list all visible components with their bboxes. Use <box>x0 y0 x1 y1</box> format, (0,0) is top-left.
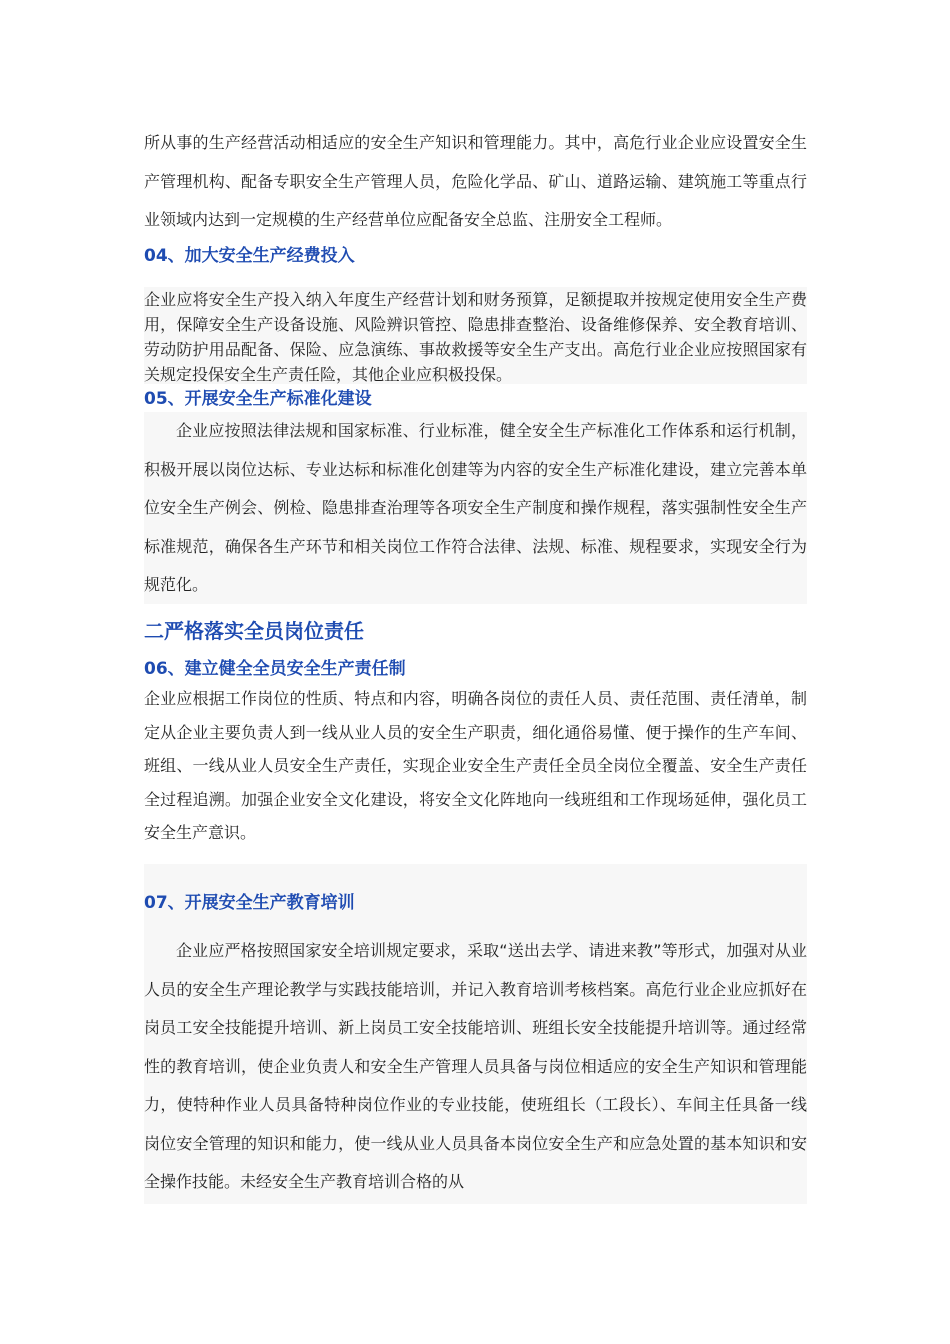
heading-07: 07、开展安全生产教育培训 <box>144 893 355 913</box>
document-page <box>144 120 807 1204</box>
body-text: 企业应严格按照国家安全培训规定要求，采取“送出去学、请进来教”等形式，加强对从业人员的安全生产理论教学与实践技能培训，并记入教育培训考核档案。高危行业企业应抓好在岗员工安全技能提升培训、新上岗员工安全技能培训、班组长安全技能提升培训等。通过经常性的教育培训，使企业负责人和安全生产管理人员具备与岗位相适应的安全生产知识和管理能力，使特种作业人员具备特种岗位作业的专业技能，使班组长（工段长）、车间主任具备一线岗位安全管理的知识和能力，使一线从业人员具备本岗位安全生产和应急处置的基本知识和安全操作技能。未经安全生产教育培训合格的从 <box>144 941 807 1191</box>
section-title: 二严格落实全员岗位责任 <box>144 619 364 643</box>
body-text: 企业应根据工作岗位的性质、特点和内容，明确各岗位的责任人员、责任范围、责任清单，制定从企业主要负责人到一线从业人员的安全生产职责，细化通俗易懂、便于操作的生产车间、班组、一线从业人员安全生产责任，实现企业安全生产责任全员全岗位全覆盖、安全生产责任全过程追溯。加强企业安全文化建设，将安全文化阵地向一线班组和工作现场延伸，强化员工安全生产意识。 <box>144 689 807 842</box>
paragraph-04 <box>144 287 807 384</box>
body-text: 企业应按照法律法规和国家标准、行业标准，健全安全生产标准化工作体系和运行机制，积极开展以岗位达标、专业达标和标准化创建等为内容的安全生产标准化建设，建立完善本单位安全生产例会、例检、隐患排查治理等各项安全生产制度和操作规程，落实强制性安全生产标准规范，确保各生产环节和相关岗位工作符合法律、法规、标准、规程要求，实现安全行为规范化。 <box>144 421 807 594</box>
heading-04: 04、加大安全生产经费投入 <box>144 246 355 266</box>
heading-06: 06、建立健全全员安全生产责任制 <box>144 659 406 679</box>
paragraph-05 <box>144 412 807 604</box>
body-text: 企业应将安全生产投入纳入年度生产经营计划和财务预算，足额提取并按规定使用安全生产费用，保障安全生产设备设施、风险辨识管控、隐患排查整治、设备维修保养、安全教育培训、劳动防护用品配备、保险、应急演练、事故救援等安全生产支出。高危行业企业应按照国家有关规定投保安全生产责任险，其他企业应积极投保。 <box>144 290 807 384</box>
paragraph-07-block <box>144 864 807 1204</box>
heading-05: 05、开展安全生产标准化建设 <box>144 389 372 409</box>
paragraph-continuation <box>144 124 807 243</box>
paragraph-06 <box>144 682 807 847</box>
body-text: 所从事的生产经营活动相适应的安全生产知识和管理能力。其中，高危行业企业应设置安全生产管理机构、配备专职安全生产管理人员，危险化学品、矿山、道路运输、建筑施工等重点行业领域内达到一定规模的生产经营单位应配备安全总监、注册安全工程师。 <box>144 133 807 229</box>
